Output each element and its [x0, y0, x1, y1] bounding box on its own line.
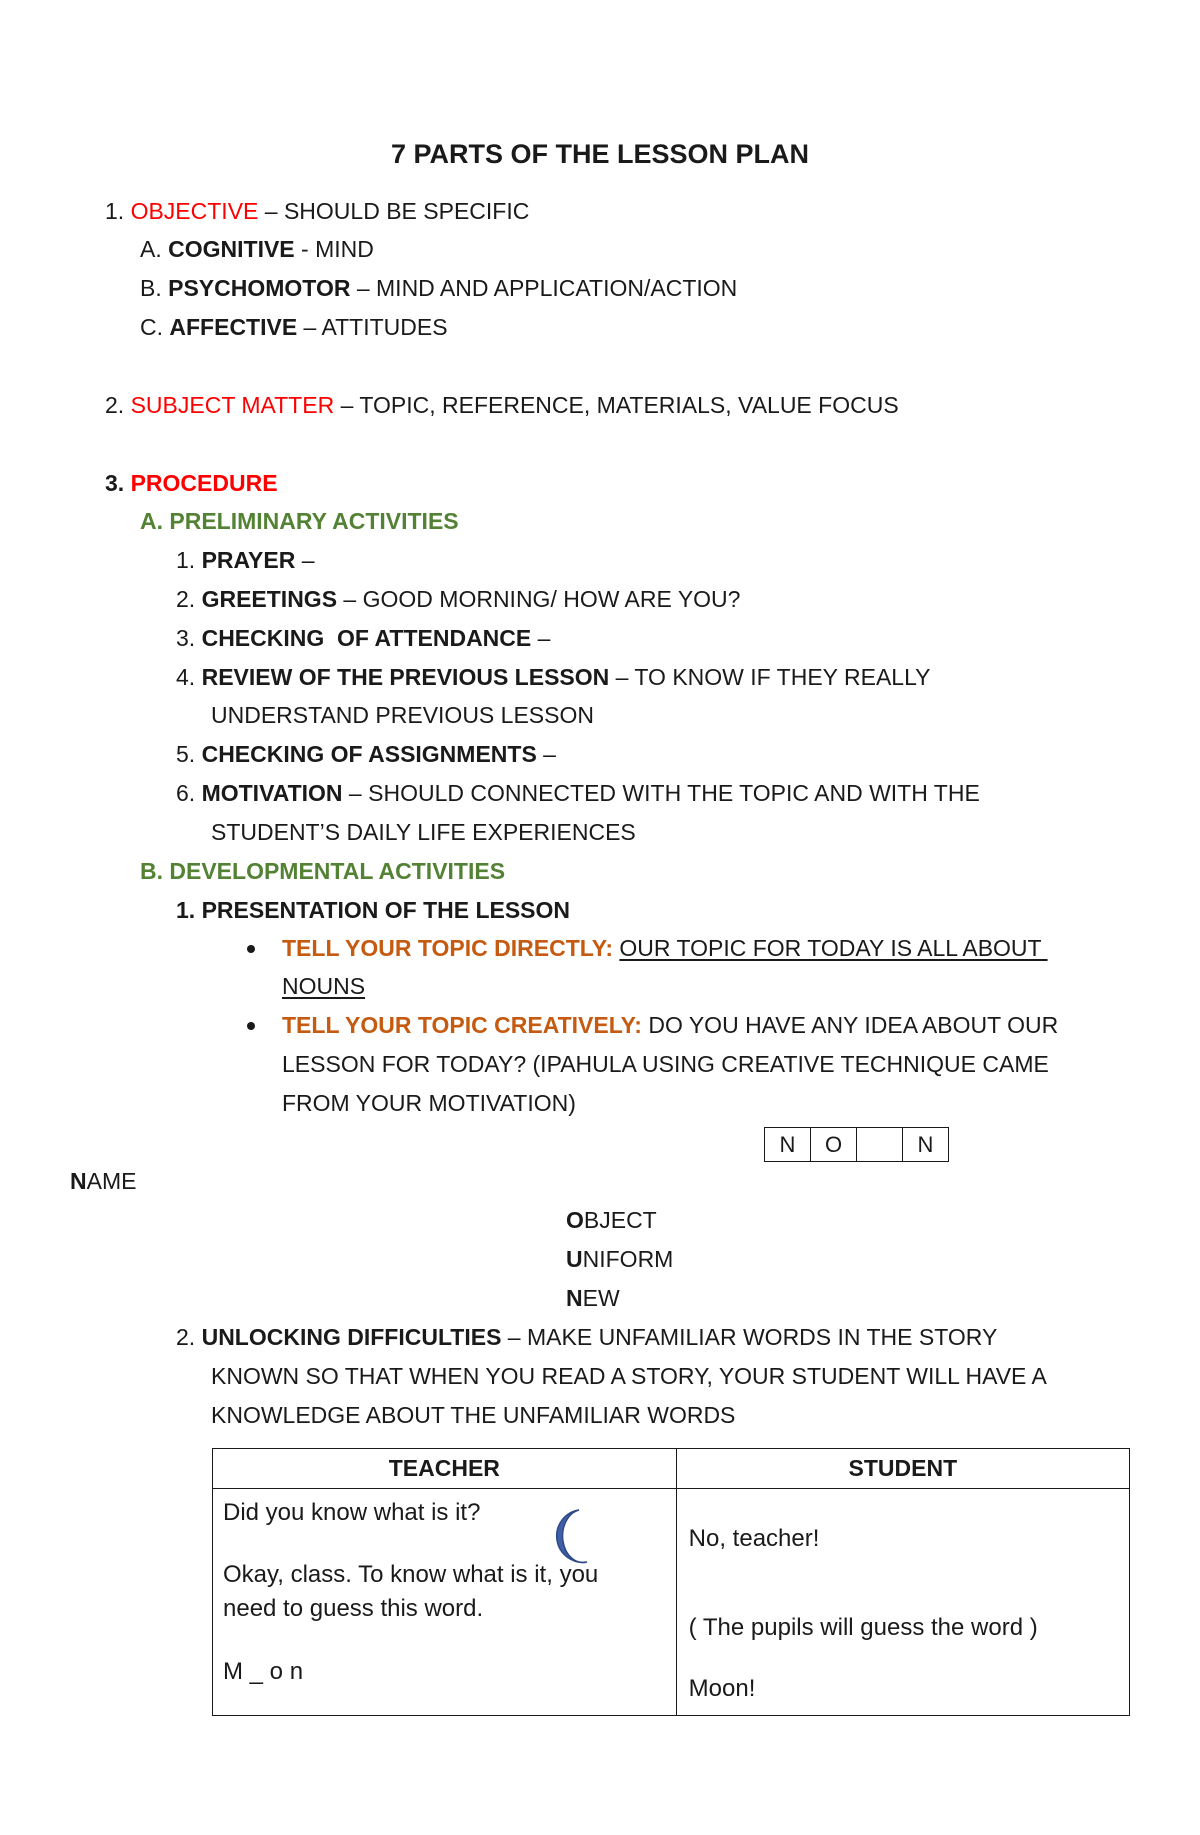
acrostic-initial: U: [566, 1246, 583, 1272]
list-number: 1.: [105, 198, 125, 224]
list-item: [176, 588, 740, 611]
teacher-line: M _ o n: [223, 1658, 304, 1685]
list-number: 4.: [176, 664, 196, 690]
letter-box: N: [765, 1128, 811, 1162]
review-desc-cont: UNDERSTAND PREVIOUS LESSON: [211, 702, 594, 728]
prayer-desc: –: [295, 547, 315, 573]
acrostic-initial: O: [566, 1207, 584, 1233]
teacher-line: Did you know what is it?: [223, 1499, 481, 1526]
student-line: ( The pupils will guess the word ): [688, 1614, 1038, 1641]
subject-matter-line: [105, 394, 899, 417]
letter-box: O: [811, 1128, 857, 1162]
teacher-line: need to guess this word.: [223, 1595, 484, 1622]
creative-text: DO YOU HAVE ANY IDEA ABOUT OUR: [641, 1012, 1059, 1038]
attendance-desc: –: [531, 625, 551, 651]
list-item: [140, 316, 448, 339]
list-item: [140, 238, 374, 261]
bullet-icon: [247, 1022, 255, 1030]
subject-matter-desc: – TOPIC, REFERENCE, MATERIALS, VALUE FOCUS: [334, 392, 899, 418]
list-number: 6.: [176, 780, 196, 806]
acrostic-initial: N: [70, 1168, 87, 1194]
list-number: 2.: [176, 586, 196, 612]
procedure-line: [105, 472, 278, 495]
teacher-line: Okay, class. To know what is it, you: [223, 1561, 599, 1588]
developmental-activities-heading: B. DEVELOPMENTAL ACTIVITIES: [140, 858, 506, 884]
presentation-line: [176, 899, 570, 922]
objective-line: [105, 200, 529, 223]
list-letter: C.: [140, 314, 163, 340]
list-number: 2.: [176, 1324, 196, 1350]
motivation-term: MOTIVATION: [201, 780, 343, 806]
list-number: 1.: [176, 547, 196, 573]
prayer-term: PRAYER: [201, 547, 296, 573]
letter-box: [857, 1128, 903, 1162]
assignments-desc: –: [536, 741, 556, 767]
acrostic-object: [566, 1209, 657, 1232]
psychomotor-desc: – MIND AND APPLICATION/ACTION: [350, 275, 738, 301]
acrostic-name: [70, 1170, 136, 1193]
direct-text: OUR TOPIC FOR TODAY IS ALL ABOUT: [619, 935, 1048, 961]
procedure-heading: PROCEDURE: [130, 470, 278, 496]
list-letter: A.: [140, 236, 162, 262]
motivation-desc-cont: STUDENT’S DAILY LIFE EXPERIENCES: [211, 819, 636, 845]
student-line: Moon!: [688, 1675, 756, 1702]
psychomotor-term: PSYCHOMOTOR: [168, 275, 351, 301]
unlocking-term: UNLOCKING DIFFICULTIES: [201, 1324, 502, 1350]
direct-heading: TELL YOUR TOPIC DIRECTLY:: [282, 935, 613, 961]
unlocking-desc: – MAKE UNFAMILIAR WORDS IN THE STORY: [501, 1324, 998, 1350]
subject-matter-heading: SUBJECT MATTER: [130, 392, 335, 418]
unlocking-line: [176, 1326, 997, 1349]
unlocking-desc-cont: KNOWLEDGE ABOUT THE UNFAMILIAR WORDS: [211, 1402, 736, 1428]
cognitive-term: COGNITIVE: [168, 236, 295, 262]
objective-heading: OBJECTIVE: [130, 198, 259, 224]
presentation-label: PRESENTATION OF THE LESSON: [201, 897, 571, 923]
list-item: [176, 627, 550, 650]
greetings-term: GREETINGS: [201, 586, 338, 612]
list-item: [140, 277, 737, 300]
acrostic-uniform: [566, 1248, 673, 1271]
list-letter: B.: [140, 275, 162, 301]
letter-box: N: [903, 1128, 949, 1162]
list-number: 2.: [105, 392, 125, 418]
acrostic-rest: AME: [86, 1168, 137, 1194]
list-item: [176, 549, 315, 572]
attendance-term: CHECKING OF ATTENDANCE: [201, 625, 532, 651]
acrostic-rest: NIFORM: [582, 1246, 674, 1272]
list-number: 1.: [176, 897, 196, 923]
student-cell: [676, 1489, 1129, 1716]
acrostic-rest: EW: [582, 1285, 620, 1311]
page-title: 7 PARTS OF THE LESSON PLAN: [390, 139, 810, 169]
list-number: 3.: [105, 470, 125, 496]
list-number: 3.: [176, 625, 196, 651]
direct-text-cont: NOUNS: [282, 973, 366, 999]
table-header-student: STUDENT: [676, 1449, 1129, 1489]
creative-text-cont: FROM YOUR MOTIVATION): [282, 1090, 576, 1116]
list-item: [176, 666, 931, 689]
list-number: 5.: [176, 741, 196, 767]
bullet-icon: [247, 945, 255, 953]
affective-desc: – ATTITUDES: [297, 314, 448, 340]
list-item: [176, 782, 980, 805]
acrostic-initial: N: [566, 1285, 583, 1311]
review-desc: – TO KNOW IF THEY REALLY: [609, 664, 931, 690]
teacher-student-table: [212, 1448, 1130, 1716]
student-line: No, teacher!: [688, 1525, 820, 1552]
creative-heading: TELL YOUR TOPIC CREATIVELY:: [282, 1012, 642, 1038]
greetings-desc: – GOOD MORNING/ HOW ARE YOU?: [337, 586, 741, 612]
affective-term: AFFECTIVE: [169, 314, 298, 340]
noun-letter-grid: [764, 1127, 949, 1162]
teacher-cell: [213, 1489, 677, 1716]
motivation-desc: – SHOULD CONNECTED WITH THE TOPIC AND WITH THE: [342, 780, 980, 806]
bullet-direct: [282, 937, 1048, 960]
list-item: [176, 743, 556, 766]
bullet-creative: [282, 1014, 1058, 1037]
preliminary-activities-heading: A. PRELIMINARY ACTIVITIES: [140, 508, 459, 534]
review-term: REVIEW OF THE PREVIOUS LESSON: [201, 664, 610, 690]
objective-desc: – SHOULD BE SPECIFIC: [258, 198, 530, 224]
table-header-teacher: TEACHER: [213, 1449, 677, 1489]
acrostic-rest: BJECT: [583, 1207, 657, 1233]
creative-text-cont: LESSON FOR TODAY? (IPAHULA USING CREATIVE TECHNIQUE CAME: [282, 1051, 1049, 1077]
assignments-term: CHECKING OF ASSIGNMENTS: [201, 741, 537, 767]
cognitive-desc: - MIND: [294, 236, 374, 262]
acrostic-new: [566, 1287, 620, 1310]
unlocking-desc-cont: KNOWN SO THAT WHEN YOU READ A STORY, YOUR STUDENT WILL HAVE A: [211, 1363, 1047, 1389]
crescent-moon-icon: [543, 1506, 593, 1566]
